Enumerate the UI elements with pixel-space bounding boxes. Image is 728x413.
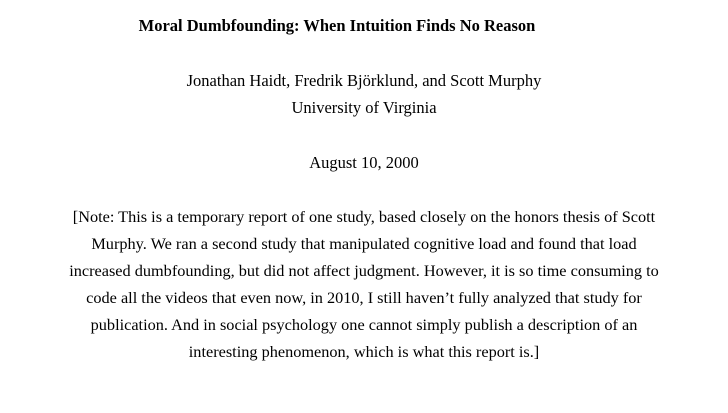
note-line: code all the videos that even now, in 2010, I still haven’t fully analyzed that study for	[86, 288, 642, 307]
note-line: Murphy. We ran a second study that manipulated cognitive load and found that load	[91, 234, 637, 253]
author-affiliation: University of Virginia	[291, 98, 437, 117]
paper-title: Moral Dumbfounding: When Intuition Finds No Reason	[138, 16, 536, 35]
author-list: Jonathan Haidt, Fredrik Björklund, and Scott Murphy	[186, 71, 542, 90]
note-line: increased dumbfounding, but did not affect judgment. However, it is so time consuming to	[69, 261, 659, 280]
note-line: [Note: This is a temporary report of one study, based closely on the honors thesis of Scott	[72, 207, 656, 226]
paper-date: August 10, 2000	[309, 153, 419, 172]
note-line: interesting phenomenon, which is what this report is.]	[188, 342, 540, 361]
note-line: publication. And in social psychology one cannot simply publish a description of an	[90, 315, 638, 334]
